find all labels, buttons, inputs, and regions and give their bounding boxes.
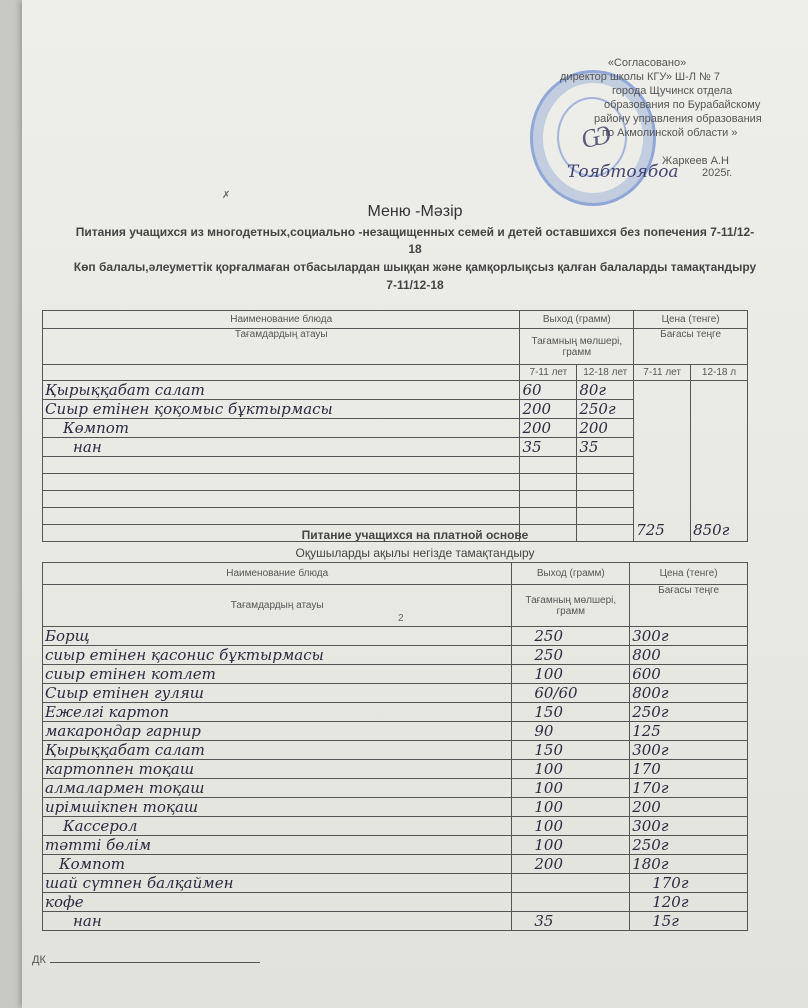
table-row [43, 798, 748, 817]
document-sheet [22, 0, 808, 1008]
age-header: 12-18 л [691, 365, 748, 381]
price-value: 170 [630, 760, 748, 779]
table-row [43, 855, 748, 874]
yield-value: 250 [512, 646, 630, 665]
approval-line: «Согласовано» [607, 57, 687, 69]
total-price: 725 [634, 381, 691, 542]
col-header-price: Цена (тенге) [634, 311, 748, 329]
dish-name: Борщ [43, 627, 512, 646]
price-value: 15г [630, 912, 748, 931]
empty-cell [43, 508, 520, 525]
yield-value: 60/60 [512, 684, 630, 703]
yield-value: 80г [577, 381, 634, 400]
col-header-name: Наименование блюда [43, 311, 520, 329]
yield-value: 200 [520, 400, 577, 419]
yield-value: 150 [512, 741, 630, 760]
empty-cell [43, 491, 520, 508]
col-header-name-kz: Тағамдардың атауы [43, 329, 520, 365]
dish-name: Қырыққабат салат [43, 741, 512, 760]
price-value: 250г [630, 836, 748, 855]
dish-name: кофе [43, 893, 512, 912]
empty-cell [520, 474, 577, 491]
empty-cell [520, 491, 577, 508]
yield-value: 250 [512, 627, 630, 646]
dish-name: Кассерол [43, 817, 512, 836]
yield-value: 250г [577, 400, 634, 419]
yield-value: 100 [512, 779, 630, 798]
yield-value [512, 893, 630, 912]
col-header-price: Цена (тенге) [630, 563, 748, 585]
empty-cell [577, 508, 634, 525]
footer-signature-line [32, 954, 260, 966]
signature-scribble: Ѡ [578, 119, 614, 156]
dish-name: нан [43, 912, 512, 931]
dish-name: нан [43, 438, 520, 457]
empty-cell [577, 457, 634, 474]
table-row [43, 741, 748, 760]
price-value: 250г [630, 703, 748, 722]
yield-value: 150 [512, 703, 630, 722]
yield-value: 60 [520, 381, 577, 400]
approval-line: 2025г. [702, 167, 733, 179]
yield-value: 100 [512, 798, 630, 817]
empty-cell [577, 491, 634, 508]
table-row [43, 836, 748, 855]
approval-line: директор школы КГУ» Ш-Л № 7 [560, 71, 720, 83]
dish-name: тәтті бөлім [43, 836, 512, 855]
col-header-yield: Выход (грамм) [512, 563, 630, 585]
col-header-yield-kz: Тағамның мөлшері, грамм [520, 329, 634, 365]
yield-value: 200 [512, 855, 630, 874]
col-header-price-kz: Бағасы теңге [634, 329, 748, 365]
empty-cell [520, 457, 577, 474]
table-row [43, 817, 748, 836]
yield-value: 100 [512, 836, 630, 855]
table-row [43, 779, 748, 798]
yield-value: 100 [512, 665, 630, 684]
empty-cell [520, 508, 577, 525]
table-row [43, 874, 748, 893]
section2-title-kz: Оқушыларды ақылы негізде тамақтандыру [295, 546, 535, 560]
col-header-name-kz: Тағамдардың атауы [43, 585, 512, 627]
yield-value: 100 [512, 760, 630, 779]
table-row [43, 627, 748, 646]
col-header-yield-kz: Тағамның мөлшері, грамм [512, 585, 630, 627]
price-value: 200 [630, 798, 748, 817]
table-row [43, 912, 748, 931]
price-value: 120г [630, 893, 748, 912]
price-value: 180г [630, 855, 748, 874]
dish-name: шай сүтпен балқаймен [43, 874, 512, 893]
dish-name: Сиыр етінен қоқомыс бұктырмасы [43, 400, 520, 419]
age-header: 7-11 лет [520, 365, 577, 381]
pencil-mark: 2 [398, 613, 404, 624]
footer-label: ДК [32, 954, 46, 966]
price-value: 800 [630, 646, 748, 665]
total-price: 850г [691, 381, 748, 542]
price-value: 600 [630, 665, 748, 684]
menu-table-paid [42, 562, 748, 931]
yield-value [512, 874, 630, 893]
table-row [43, 760, 748, 779]
menu-table-free [42, 310, 748, 542]
dish-name: Сиыр етінен гуляш [43, 684, 512, 703]
age-header: 7-11 лет [634, 365, 691, 381]
price-value: 300г [630, 741, 748, 760]
dish-name: алмалармен тоқаш [43, 779, 512, 798]
price-value: 125 [630, 722, 748, 741]
col-header-name: Наименование блюда [43, 563, 512, 585]
approval-line: по Акмолинской области » [602, 127, 738, 139]
pencil-mark: ✗ [222, 190, 231, 201]
table-row [43, 381, 748, 400]
price-value: 800г [630, 684, 748, 703]
price-value: 300г [630, 817, 748, 836]
col-header-price-kz: Бағасы теңге [630, 585, 748, 627]
yield-value: 35 [512, 912, 630, 931]
price-value: 170г [630, 779, 748, 798]
dish-name: Компот [43, 855, 512, 874]
approval-line: города Щучинск отдела [612, 85, 733, 97]
table-row [43, 665, 748, 684]
section2-title-ru: Питание учащихся на платной основе [301, 528, 529, 542]
dish-name: сиыр етінен котлет [43, 665, 512, 684]
handwritten-date: Тоябтоябоа [567, 162, 679, 182]
yield-value: 200 [520, 419, 577, 438]
table-row [43, 646, 748, 665]
empty-cell [577, 474, 634, 491]
empty-cell [43, 365, 520, 381]
yield-value: 35 [577, 438, 634, 457]
dish-name: Көмпот [43, 419, 520, 438]
table-row [43, 703, 748, 722]
menu-title: Меню -Мәзір [367, 203, 463, 220]
subtitle-kazakh: Көп балалы,әлеуметтік қорғалмаған отбасылардан шыққан және қамқорлықсыз қалған балаларды тамақтандыру 7-11/12-18 [73, 260, 757, 292]
dish-name: картоппен тоқаш [43, 760, 512, 779]
dish-name: Қырыққабат салат [43, 381, 520, 400]
dish-name: Ежелгі картоп [43, 703, 512, 722]
empty-cell [43, 457, 520, 474]
price-value: 170г [630, 874, 748, 893]
approval-line: Жаркеев А.Н [662, 155, 729, 167]
table-row [43, 893, 748, 912]
dish-name: макарондар гарнир [43, 722, 512, 741]
age-header: 12-18 лет [577, 365, 634, 381]
empty-cell [43, 474, 520, 491]
table-row [43, 722, 748, 741]
dish-name: сиыр етінен қасонис бұктырмасы [43, 646, 512, 665]
table-row [43, 684, 748, 703]
yield-value: 200 [577, 419, 634, 438]
signature-underline [50, 962, 260, 963]
subtitle-russian: Питания учащихся из многодетных,социально -незащищенных семей и детей оставшихся без попечения 7-11/12-18 [75, 225, 755, 256]
yield-value: 35 [520, 438, 577, 457]
approval-line: району управления образования [594, 113, 762, 125]
yield-value: 100 [512, 817, 630, 836]
approval-line: образования по Бурабайскому [604, 99, 761, 111]
price-value: 300г [630, 627, 748, 646]
yield-value: 90 [512, 722, 630, 741]
col-header-yield: Выход (грамм) [520, 311, 634, 329]
dish-name: ирімшікпен тоқаш [43, 798, 512, 817]
